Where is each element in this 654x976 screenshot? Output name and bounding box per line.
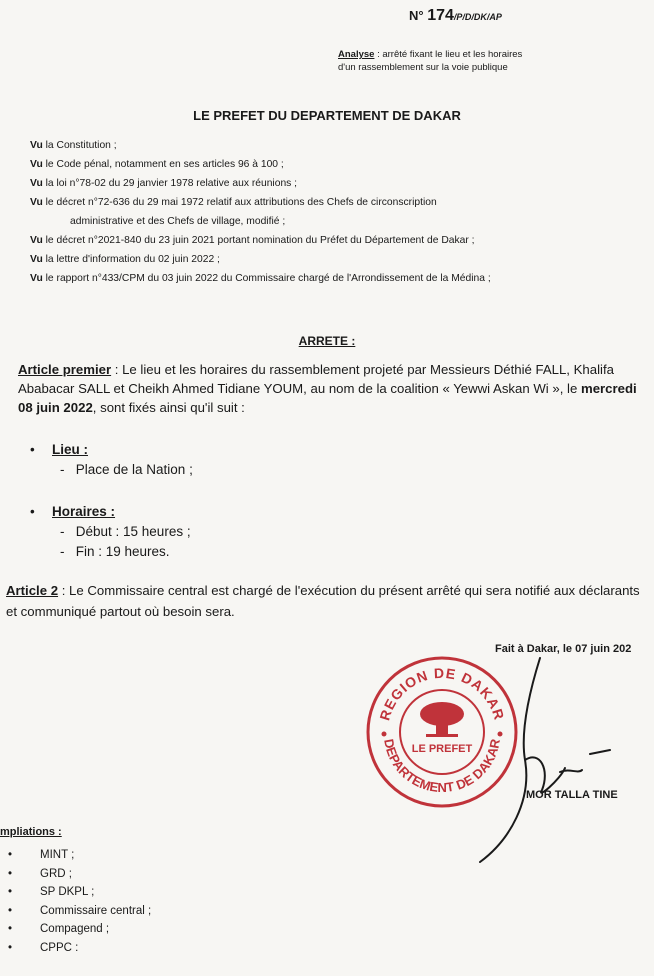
- stamp-text-center: LE PREFET: [411, 743, 473, 755]
- vu-list: [30, 136, 491, 288]
- number-value: 174: [427, 7, 454, 24]
- stamp-text-top: REGION DE DAKAR: [376, 664, 508, 723]
- article-premier: [18, 360, 638, 417]
- list-item: • Commissaire central ;: [8, 902, 151, 921]
- horaires-debut: Début : 15 heures ;: [75, 524, 191, 539]
- lieu-heading: Lieu :: [52, 442, 88, 457]
- ampliations-list: [8, 846, 151, 958]
- fait-a-dakar: Fait à Dakar, le 07 juin 202: [495, 643, 632, 655]
- article-premier-text: : Le lieu et les horaires du rassemblement projeté par Messieurs Déthié FALL, Khalifa Ababacar SALL et Cheikh Ahmed Tidiane YOUM, au nom de la coalition « Yewwi Askan Wi », le: [18, 362, 614, 396]
- stamp-dot-left: [382, 732, 387, 737]
- stamp-text-bottom: DEPARTEMENT DE DAKAR: [381, 737, 503, 796]
- vu-item: Vu le décret n°2021-840 du 23 juin 2021 portant nomination du Préfet du Département de Dakar ;: [30, 235, 475, 246]
- article-2: [6, 580, 646, 622]
- horaires-section: [30, 502, 191, 562]
- bullet-icon: •: [8, 923, 13, 936]
- bullet-icon: •: [30, 504, 35, 519]
- vu-item: Vu la loi n°78-02 du 29 janvier 1978 relative aux réunions ;: [30, 178, 298, 189]
- handwritten-signature: [470, 650, 620, 870]
- horaires-heading: Horaires :: [52, 504, 116, 519]
- arrete-number: [409, 7, 502, 25]
- dash-icon: -: [60, 462, 76, 477]
- vu-item: Vu la lettre d'information du 02 juin 2022 ;: [30, 254, 220, 265]
- analyse-label: Analyse: [338, 49, 375, 60]
- vu-item: Vu la Constitution ;: [30, 140, 117, 151]
- analyse-block: [338, 48, 522, 74]
- dash-icon: -: [60, 524, 76, 539]
- signer-name: MOR TALLA TINE: [526, 789, 618, 801]
- list-item: • MINT ;: [8, 846, 151, 865]
- list-item: • Compagend ;: [8, 920, 151, 939]
- analyse-text-1: : arrêté fixant le lieu et les horaires: [374, 49, 523, 60]
- vu-item-continuation: administrative et des Chefs de village, modifié ;: [70, 216, 286, 227]
- number-suffix: /P/D/DK/AP: [453, 12, 502, 22]
- dash-icon: -: [60, 544, 76, 559]
- baobab-tree-icon: [420, 702, 464, 737]
- document-title: LE PREFET DU DEPARTEMENT DE DAKAR: [193, 108, 461, 123]
- bullet-icon: •: [30, 442, 35, 457]
- number-prefix: N°: [409, 8, 424, 23]
- list-item: • CPPC :: [8, 939, 151, 958]
- ampliations-heading: mpliations :: [0, 826, 62, 838]
- article-premier-text-end: , sont fixés ainsi qu'il suit :: [92, 400, 245, 415]
- list-item: • SP DKPL ;: [8, 883, 151, 902]
- vu-item: Vu le Code pénal, notamment en ses articles 96 à 100 ;: [30, 159, 284, 170]
- vu-item: Vu le décret n°72-636 du 29 mai 1972 relatif aux attributions des Chefs de circonscription: [30, 197, 437, 208]
- article-2-heading: Article 2: [6, 583, 59, 598]
- article-premier-date: mercredi 08 juin 2022: [18, 381, 637, 415]
- list-item: • GRD ;: [8, 865, 151, 884]
- arrete-heading: ARRETE :: [298, 334, 356, 348]
- lieu-value: Place de la Nation ;: [75, 462, 193, 477]
- article-2-text: : Le Commissaire central est chargé de l'exécution du présent arrêté qui sera notifié aux déclarants et communiqué partout où besoin sera.: [6, 583, 640, 619]
- bullet-icon: •: [8, 886, 13, 899]
- bullet-icon: •: [8, 941, 13, 954]
- horaires-fin: Fin : 19 heures.: [75, 544, 170, 559]
- lieu-section: [30, 440, 193, 480]
- bullet-icon: •: [8, 849, 13, 861]
- analyse-text-2: d'un rassemblement sur la voie publique: [338, 62, 508, 73]
- vu-item: Vu le rapport n°433/CPM du 03 juin 2022 du Commissaire chargé de l'Arrondissement de la Médina ;: [30, 273, 491, 284]
- bullet-icon: •: [8, 904, 13, 917]
- bullet-icon: •: [8, 867, 13, 880]
- article-premier-heading: Article premier: [18, 362, 112, 377]
